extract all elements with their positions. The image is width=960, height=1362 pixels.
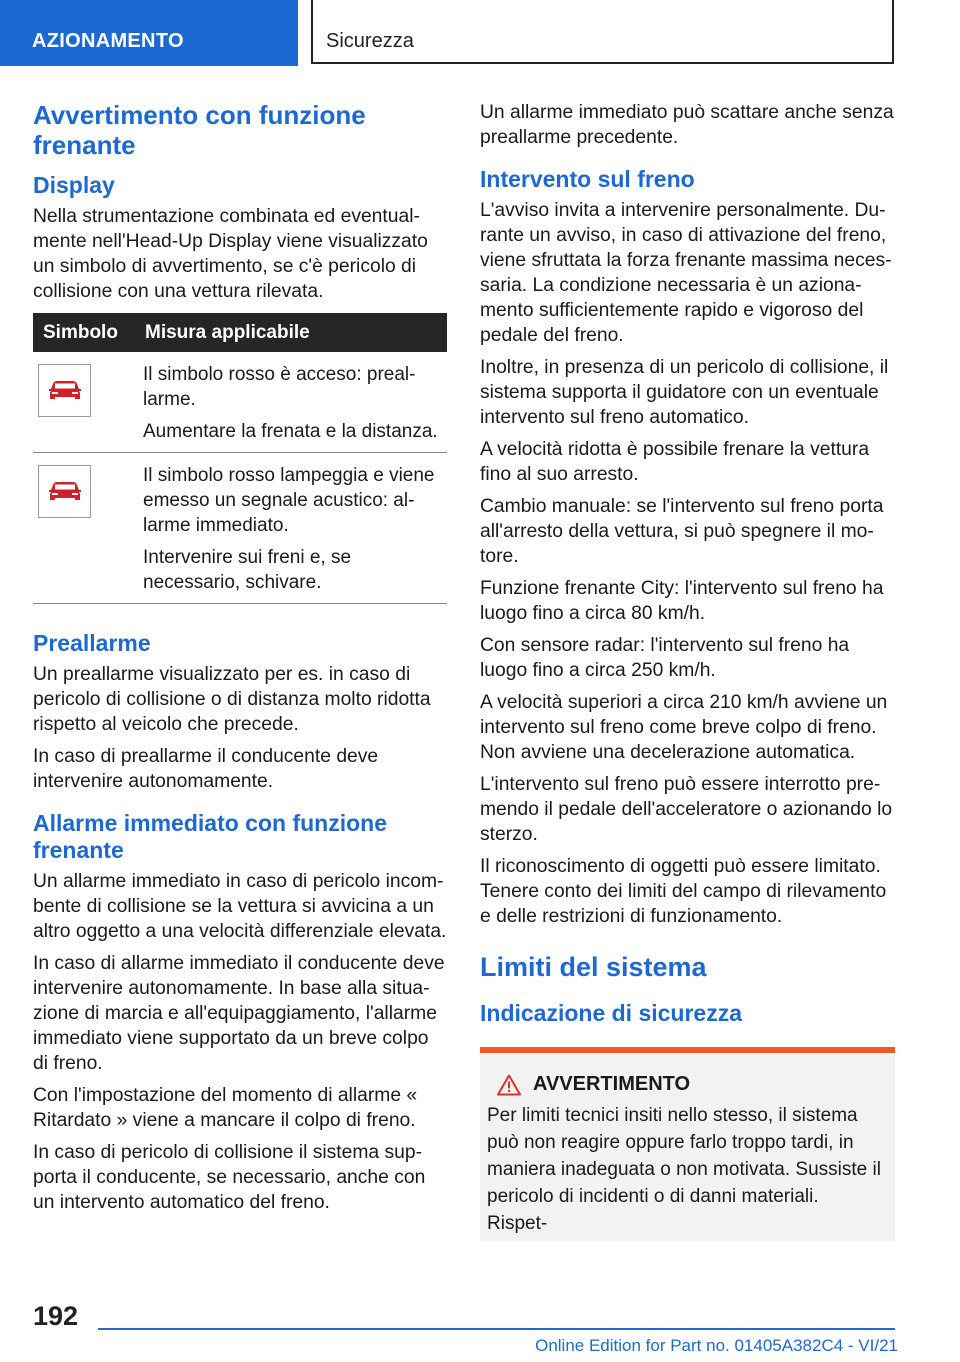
display-heading: Display [33,172,115,198]
brake-paragraph: L'intervento sul freno può essere interrotto premendo il pedale dell'acceleratore o azionando lo sterzo. [480,774,893,845]
safety-note-heading: Indicazione di sicurezza [480,1000,743,1026]
section-label: Sicurezza [311,0,894,64]
prealarm-heading: Preallarme [33,630,151,656]
brake-paragraph: Il riconoscimento di oggetti può essere limitato. Tenere conto dei limiti del campo di rilevamento e delle restrizioni di funzionamento. [480,856,887,927]
page-header [0,0,960,66]
system-limits-heading: Limiti del sistema [480,952,707,982]
immediate-alarm-heading: Allarme immediato con funzione frenante [33,810,387,863]
measure-line: Il simbolo rosso lampeggia e viene emesso un segnale acustico: allarme immediato. [143,465,435,536]
measure-line: Il simbolo rosso è acceso: preallarme. [143,364,416,410]
page-title: Avvertimento con funzione frenante [33,100,366,160]
prealarm-paragraph: Un preallarme visualizzato per es. in caso di pericolo di collisione o di distanza molto ridotta rispetto al veicolo che precede. [33,664,431,735]
col-symbol-header: Simbolo [33,313,135,352]
warning-box [480,1047,895,1241]
brake-paragraph: Inoltre, in presenza di un pericolo di collisione, il sistema supporta il guidatore con un eventuale intervento sul freno automatico. [480,357,889,428]
measure-line: Intervenire sui freni e, se necessario, schivare. [143,547,352,593]
warning-triangle-icon [497,1074,521,1096]
brake-paragraph: A velocità superiori a circa 210 km/h avviene un intervento sul freno come breve colpo di freno. Non avviene una decelerazione automatica. [480,692,888,763]
warning-text: Per limiti tecnici insiti nello stesso, il sistema può non reagire oppure farlo troppo tardi, in maniera inadeguata o non motivata. Sussiste il pericolo di incidenti o di danni materiali. Rispet- [487,1105,881,1234]
brake-paragraph: Cambio manuale: se l'intervento sul freno porta all'arresto della vettura, si può spegnere il motore. [480,496,884,567]
measure-line: Aumentare la frenata e la distanza. [143,421,438,442]
col-measure-header: Misura applicabile [135,313,447,352]
prealarm-paragraph: In caso di preallarme il conducente deve intervenire autonomamente. [33,746,379,792]
brake-paragraph: Con sensore radar: l'intervento sul freno ha luogo fino a circa 250 km/h. [480,635,850,681]
immediate-paragraph: In caso di pericolo di collisione il sistema supporta il conducente, se necessario, anche con un intervento automatico del freno. [33,1142,426,1213]
car-warning-red-icon [38,364,91,417]
footer-divider [98,1328,895,1330]
symbol-table [33,313,447,604]
brake-paragraph: L'avviso invita a intervenire personalmente. Durante un avviso, in caso di attivazione del freno, viene sfruttata la forza frenante massima necessaria. La condizione necessaria è un azionamento sufficientemente rapido e vigoroso del pedale del freno. [480,200,892,346]
table-row [33,352,447,453]
chapter-tab[interactable]: AZIONAMENTO [0,0,298,66]
immediate-paragraph: In caso di allarme immediato il conducente deve intervenire autonomamente. In base alla situazione di marcia e all'equipaggiamento, l'allarme immediato viene supportato da un breve colpo di freno. [33,953,445,1074]
left-column [33,100,447,1222]
brake-paragraph: A velocità ridotta è possibile frenare la vettura fino al suo arresto. [480,439,870,485]
page-number: 192 [33,1301,79,1331]
measure-cell [135,453,447,604]
immediate-paragraph: Con l'impostazione del momento di allarme « Ritardato » viene a mancare il colpo di freno. [33,1085,418,1131]
intro-paragraph: Un allarme immediato può scattare anche senza preallarme precedente. [480,102,894,148]
car-warning-red-flashing-icon [38,465,91,518]
warning-title-text: AVVERTIMENTO [533,1073,691,1095]
warning-title [487,1073,881,1096]
brake-paragraph: Funzione frenante City: l'intervento sul freno ha luogo fino a circa 80 km/h. [480,578,884,624]
edition-label: Online Edition for Part no. 01405A382C4 - VI/21 [535,1336,898,1355]
brake-heading: Intervento sul freno [480,166,695,192]
right-column [480,100,895,1241]
symbol-cell [33,352,135,453]
measure-cell [135,352,447,453]
table-row [33,453,447,604]
symbol-cell [33,453,135,604]
display-paragraph: Nella strumentazione combinata ed eventualmente nell'Head-Up Display viene visualizzato un simbolo di avvertimento, se c'è pericolo di collisione con una vettura rilevata. [33,206,428,302]
immediate-paragraph: Un allarme immediato in caso di pericolo incombente di collisione se la vettura si avvicina a un altro oggetto a una velocità differenziale elevata. [33,871,447,942]
